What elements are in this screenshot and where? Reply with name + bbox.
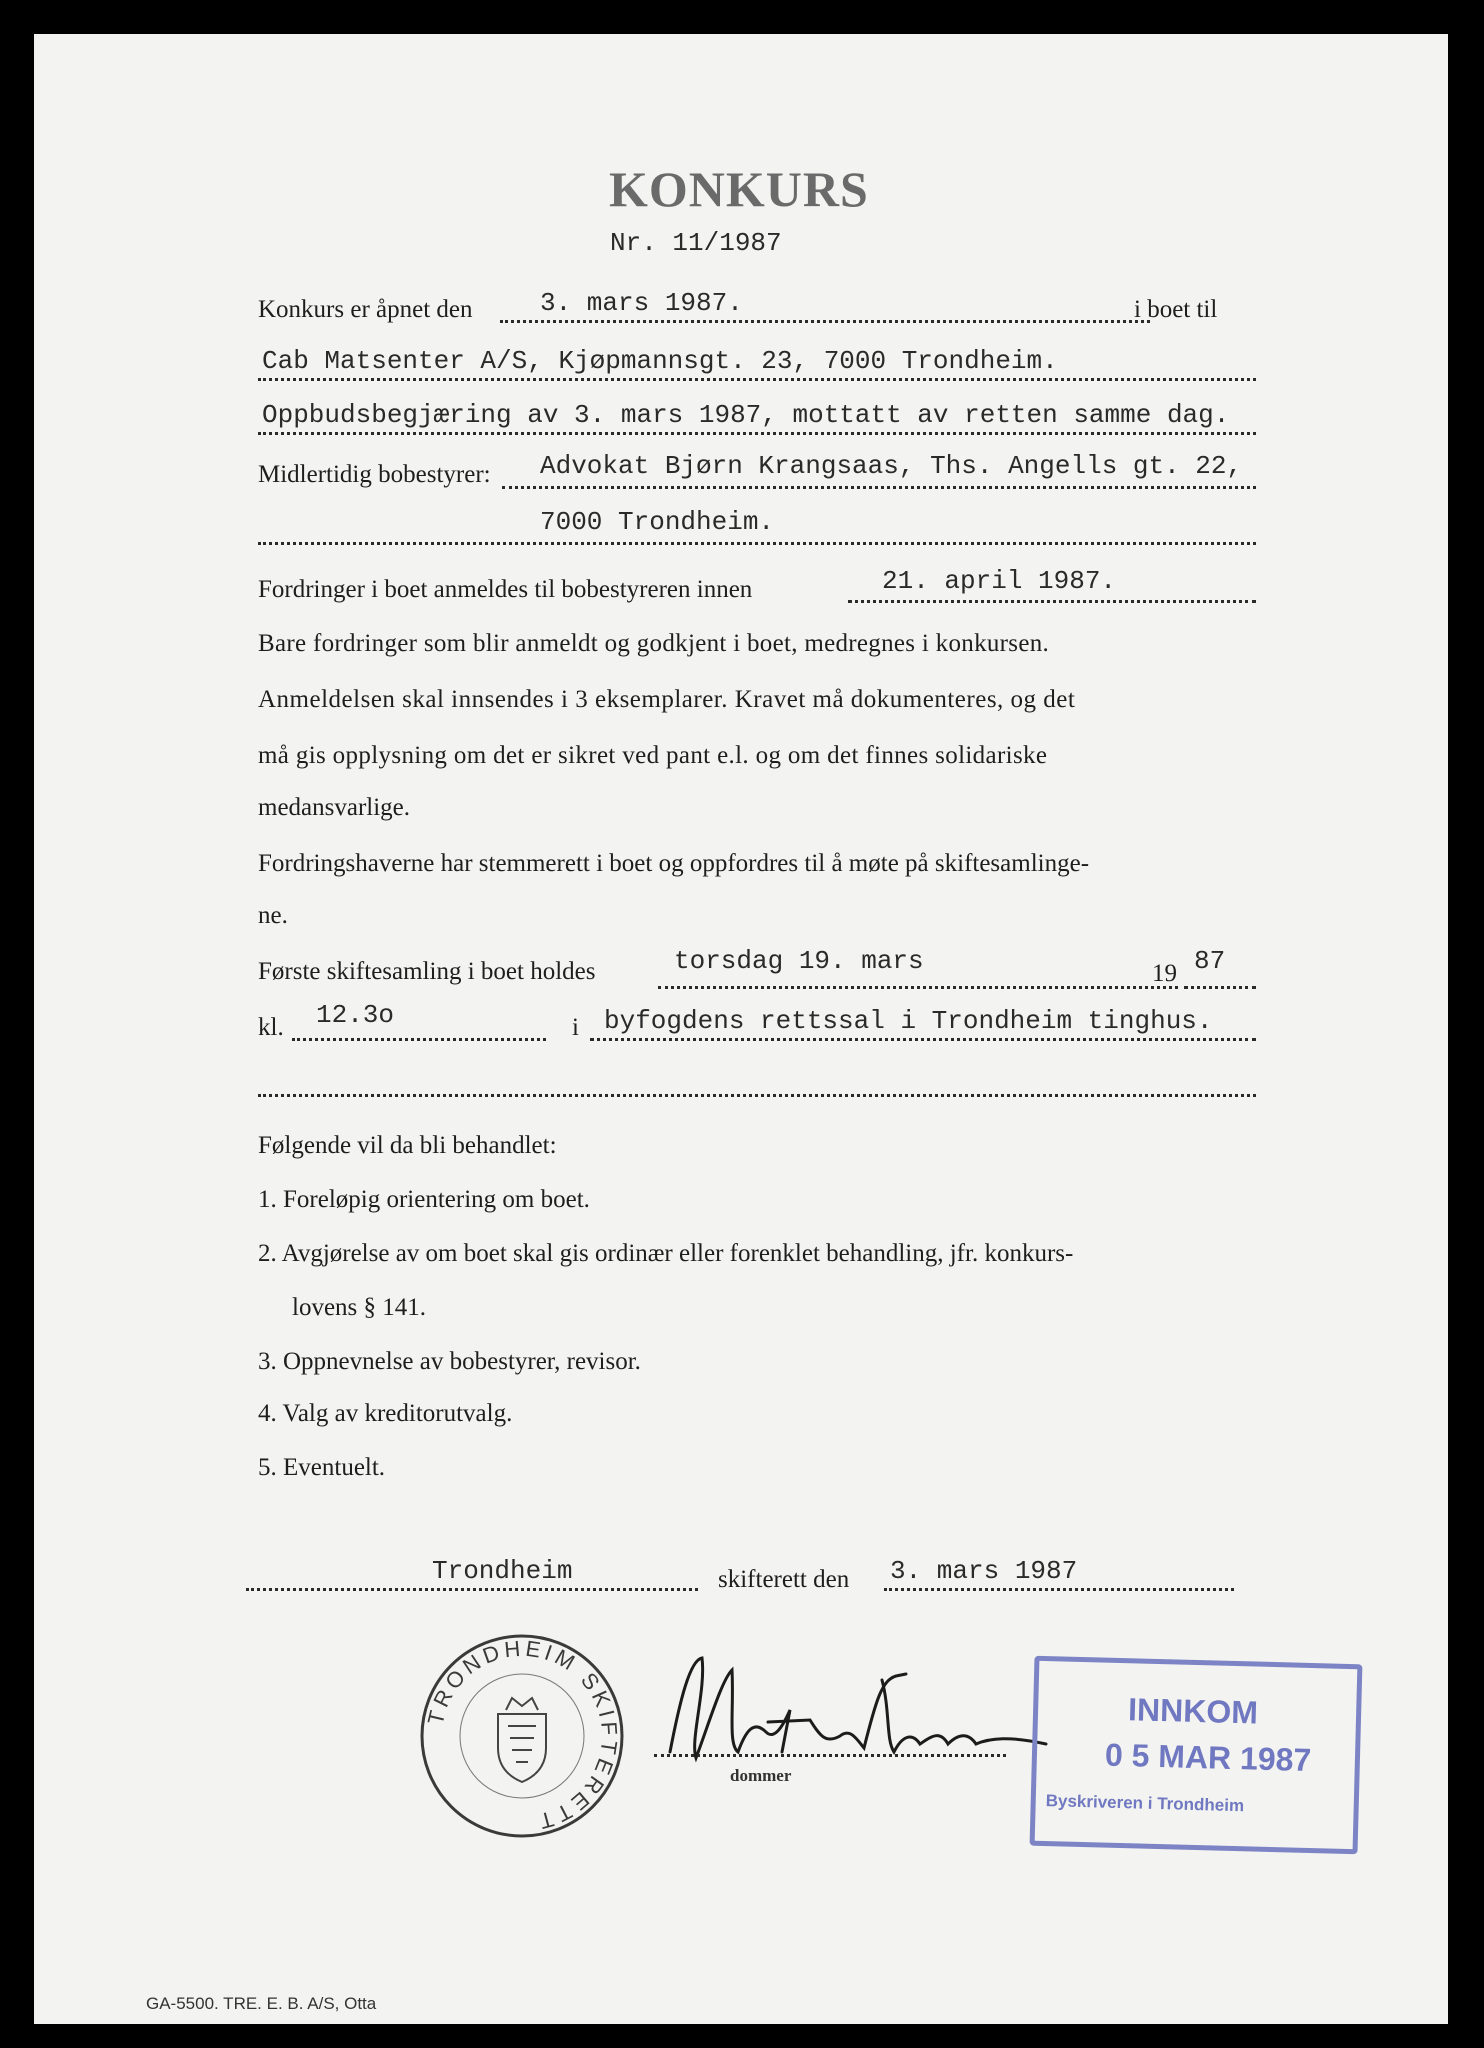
received-stamp xyxy=(1030,1656,1363,1855)
meeting-day-line xyxy=(658,986,1178,989)
document-title: KONKURS xyxy=(609,161,869,217)
trustee-name: Advokat Bjørn Krangsaas, Ths. Angells gt. 22, xyxy=(540,451,1243,481)
debtor-line xyxy=(258,378,1256,381)
opened-date-line xyxy=(500,320,1150,323)
meeting-year-prefix: 19 xyxy=(1152,960,1177,987)
court-date-line xyxy=(884,1588,1234,1591)
meeting-day: torsdag 19. mars xyxy=(674,946,924,976)
seal-text: TRONDHEIM SKIFTERETT xyxy=(422,1635,623,1835)
agenda-item: 4. Valg av kreditorutvalg. xyxy=(258,1400,513,1427)
petition-line xyxy=(258,432,1256,435)
agenda-item: 1. Foreløpig orientering om boet. xyxy=(258,1186,590,1213)
court-city: Trondheim xyxy=(432,1556,573,1586)
trustee-line-2 xyxy=(258,542,1256,545)
meeting-place: byfogdens rettssal i Trondheim tinghus. xyxy=(604,1006,1213,1036)
para2-line-1: Fordringshaverne har stemmerett i boet og oppfordres til å møte på skiftesamlinge- xyxy=(258,850,1090,877)
petition-text: Oppbudsbegjæring av 3. mars 1987, mottatt av retten samme dag. xyxy=(262,400,1230,430)
meeting-time-line xyxy=(292,1038,546,1041)
claims-label: Fordringer i boet anmeldes til bobestyreren innen xyxy=(258,576,753,603)
claims-deadline-line xyxy=(848,600,1256,603)
coat-of-arms-icon xyxy=(498,1698,546,1782)
judge-signature xyxy=(650,1640,1060,1780)
para2-line-2: ne. xyxy=(258,902,288,929)
meeting-label: Første skiftesamling i boet holdes xyxy=(258,958,596,985)
judge-label: dommer xyxy=(730,1766,792,1785)
printer-imprint: GA-5500. TRE. E. B. A/S, Otta xyxy=(146,1994,377,2013)
para1-line-1: Bare fordringer som blir anmeldt og godkjent i boet, medregnes i konkursen. xyxy=(258,630,1050,657)
court-seal xyxy=(412,1626,632,1846)
opened-label: Konkurs er åpnet den xyxy=(258,296,473,323)
meeting-place-line xyxy=(590,1038,1256,1041)
place-label: i xyxy=(572,1014,579,1041)
court-city-line xyxy=(246,1588,698,1591)
judge-signature-line xyxy=(654,1754,1006,1757)
opened-date: 3. mars 1987. xyxy=(540,288,743,318)
stamp-line-1: INNKOM xyxy=(1127,1691,1259,1731)
court-date: 3. mars 1987 xyxy=(890,1556,1078,1586)
stamp-line-3: Byskriveren i Trondheim xyxy=(1045,1791,1245,1816)
trustee-address: 7000 Trondheim. xyxy=(540,507,775,537)
court-label: skifterett den xyxy=(718,1566,850,1593)
estate-label: i boet til xyxy=(1134,296,1218,323)
case-number: Nr. 11/1987 xyxy=(610,228,782,258)
time-label: kl. xyxy=(258,1014,284,1041)
para1-line-2: Anmeldelsen skal innsendes i 3 eksemplarer. Kravet må dokumenteres, og det xyxy=(258,686,1076,713)
meeting-year-suffix: 87 xyxy=(1194,946,1226,976)
agenda-item-continuation: lovens § 141. xyxy=(292,1294,427,1321)
debtor-name: Cab Matsenter A/S, Kjøpmannsgt. 23, 7000 Trondheim. xyxy=(262,346,1058,376)
document-sheet xyxy=(34,34,1448,2024)
para1-line-3: må gis opplysning om det er sikret ved pant e.l. og om det finnes solidariske xyxy=(258,742,1048,769)
agenda-intro: Følgende vil da bli behandlet: xyxy=(258,1132,557,1159)
meeting-time: 12.3o xyxy=(316,1000,395,1030)
meeting-year-line xyxy=(1184,986,1256,989)
agenda-item: 2. Avgjørelse av om boet skal gis ordinær eller forenklet behandling, jfr. konkurs- xyxy=(258,1240,1074,1267)
para1-line-4: medansvarlige. xyxy=(258,794,411,821)
trustee-label: Midlertidig bobestyrer: xyxy=(258,461,491,488)
stamp-line-2: 0 5 MAR 1987 xyxy=(1104,1736,1312,1779)
blank-line xyxy=(258,1094,1256,1097)
svg-text:TRONDHEIM SKIFTERETT xyxy=(423,1636,623,1835)
trustee-line-1 xyxy=(502,486,1256,489)
agenda-item: 5. Eventuelt. xyxy=(258,1454,386,1481)
agenda-item: 3. Oppnevnelse av bobestyrer, revisor. xyxy=(258,1348,641,1375)
claims-deadline: 21. april 1987. xyxy=(882,566,1117,596)
